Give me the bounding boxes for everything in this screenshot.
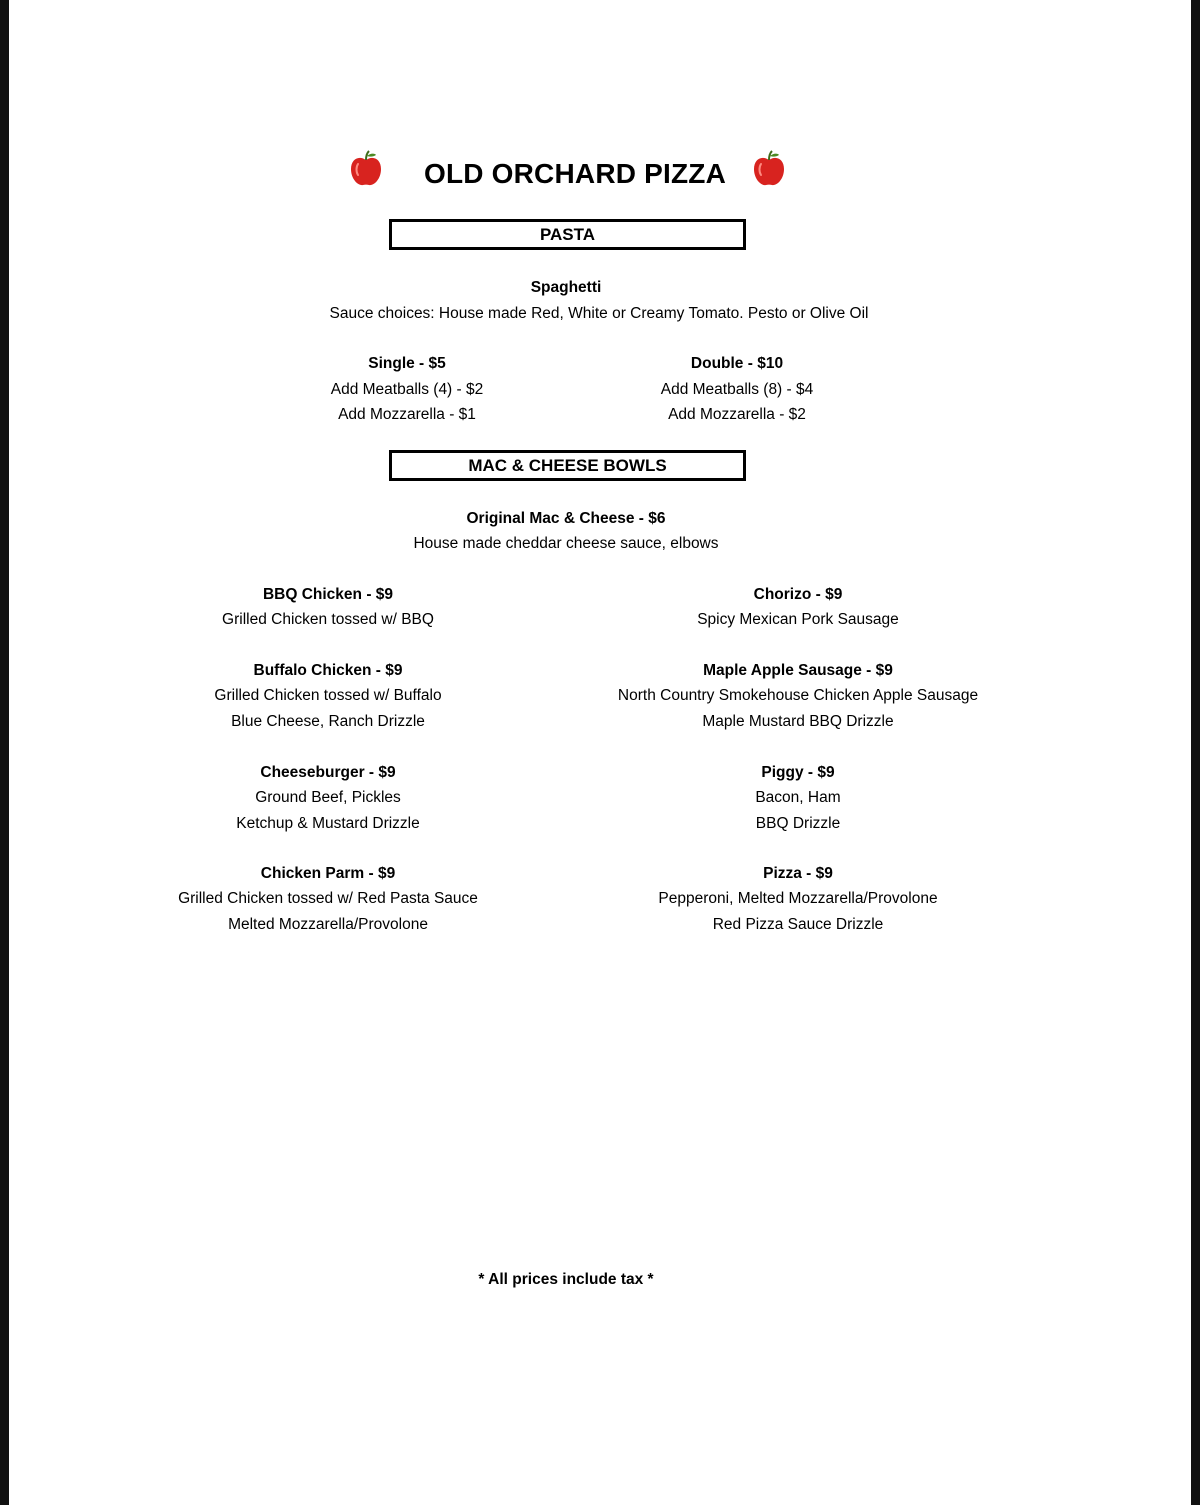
menu-item-desc: Melted Mozzarella/Provolone: [228, 915, 428, 933]
menu-item-desc: Pepperoni, Melted Mozzarella/Provolone: [658, 890, 938, 908]
footer-note: * All prices include tax *: [478, 1271, 654, 1288]
menu-item-maple-apple-sausage: [548, 658, 1048, 734]
pasta-single-option: [257, 351, 557, 428]
menu-item-desc: Grilled Chicken tossed w/ Buffalo: [214, 687, 442, 705]
menu-item-bbq-chicken: [128, 582, 528, 633]
section-heading-pasta: PASTA: [389, 219, 746, 250]
menu-item-name: Buffalo Chicken - $9: [253, 662, 403, 679]
menu-item-desc: Red Pizza Sauce Drizzle: [712, 915, 884, 933]
menu-item-desc: Maple Mustard BBQ Drizzle: [702, 712, 894, 730]
menu-item-desc: Ground Beef, Pickles: [255, 789, 401, 807]
menu-item-name: Piggy - $9: [761, 764, 835, 781]
pasta-double-addon: Add Meatballs (8) - $4: [660, 380, 814, 398]
pasta-sauce-choices: Sauce choices: House made Red, White or Creamy Tomato. Pesto or Olive Oil: [329, 305, 869, 322]
menu-item-pizza: [548, 861, 1048, 937]
pasta-single-addon: Add Mozzarella - $1: [338, 406, 476, 423]
menu-item-piggy: [548, 760, 1048, 836]
apple-icon: [752, 150, 786, 188]
menu-item-desc: Bacon, Ham: [755, 789, 841, 807]
menu-item-desc: Grilled Chicken tossed w/ BBQ: [222, 611, 434, 629]
mac-original-desc: House made cheddar cheese sauce, elbows: [413, 535, 719, 552]
menu-item-desc: Spicy Mexican Pork Sausage: [697, 611, 899, 629]
menu-item-name: Chorizo - $9: [753, 586, 843, 603]
pasta-single-addon: Add Meatballs (4) - $2: [330, 380, 484, 398]
menu-item-name: Chicken Parm - $9: [260, 865, 396, 882]
menu-item-desc: Blue Cheese, Ranch Drizzle: [231, 712, 425, 730]
pasta-double-label: Double - $10: [690, 355, 784, 372]
menu-item-desc: BBQ Drizzle: [755, 814, 841, 832]
pasta-double-option: [587, 351, 887, 428]
menu-item-desc: North Country Smokehouse Chicken Apple Sausage: [617, 687, 979, 705]
menu-page: [9, 0, 1191, 1505]
menu-item-name: BBQ Chicken - $9: [262, 586, 394, 603]
menu-item-cheeseburger: [128, 760, 528, 836]
mac-original-name: Original Mac & Cheese - $6: [466, 510, 666, 527]
section-heading-mac-cheese: MAC & CHEESE BOWLS: [389, 450, 746, 481]
menu-item-chorizo: [548, 582, 1048, 633]
menu-item-desc: Ketchup & Mustard Drizzle: [236, 814, 420, 832]
menu-item-name: Pizza - $9: [763, 865, 833, 882]
menu-item-name: Cheeseburger - $9: [260, 764, 396, 781]
pasta-item-name: Spaghetti: [530, 279, 602, 296]
menu-item-chicken-parm: [128, 861, 528, 937]
menu-item-name: Maple Apple Sausage - $9: [703, 662, 893, 679]
pasta-single-label: Single - $5: [368, 355, 446, 372]
page-title: OLD ORCHARD PIZZA: [423, 158, 727, 189]
pasta-double-addon: Add Mozzarella - $2: [668, 406, 806, 423]
menu-item-desc: Grilled Chicken tossed w/ Red Pasta Sauce: [178, 890, 478, 908]
menu-item-buffalo-chicken: [128, 658, 528, 734]
